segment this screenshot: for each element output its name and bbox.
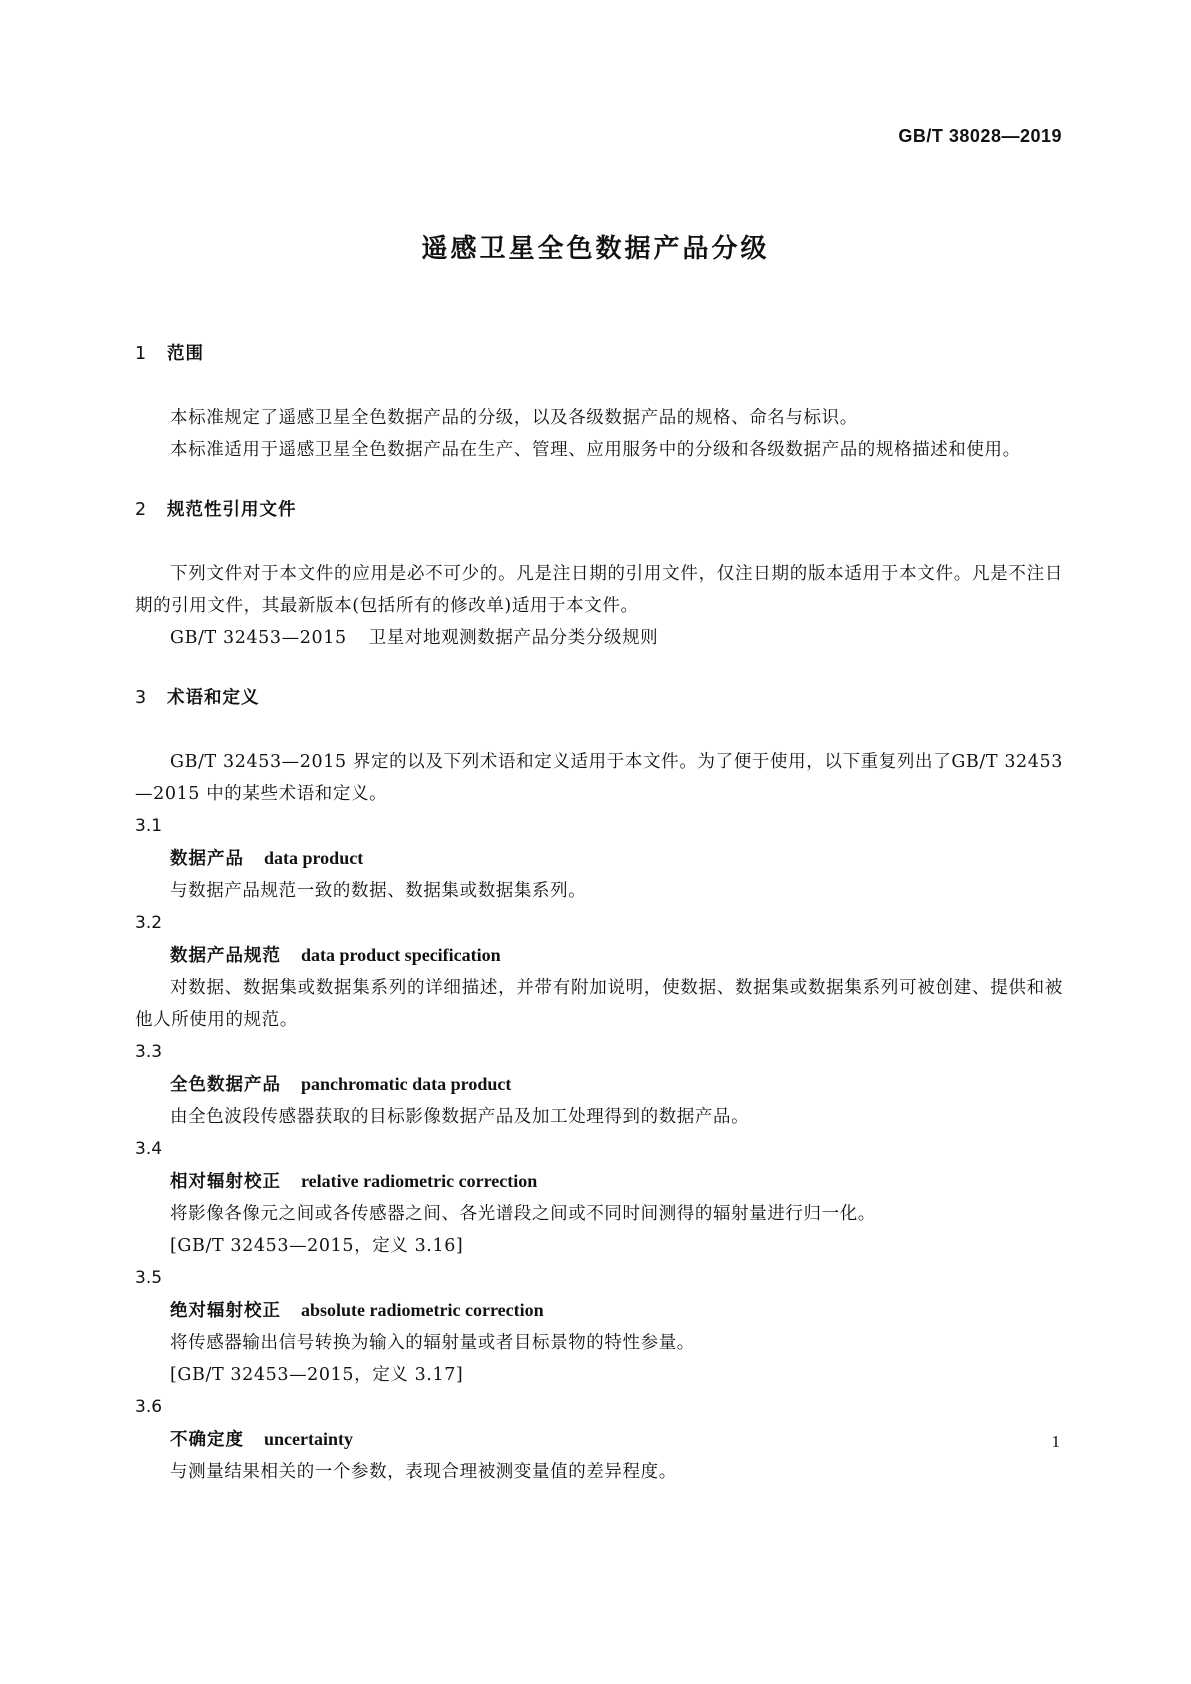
- term-number: 3.2: [135, 913, 163, 933]
- section-heading-terms-definitions: [135, 682, 1063, 714]
- term-entry: [135, 1423, 1063, 1456]
- term-english: data product specification: [301, 945, 501, 965]
- document-body: [135, 338, 1063, 1488]
- term-chinese: 相对辐射校正: [170, 1172, 281, 1192]
- term-definition: 与测量结果相关的一个参数，表现合理被测变量值的差异程度。: [170, 1462, 677, 1482]
- reference-entry: [135, 622, 1063, 654]
- term-number: 3.3: [135, 1042, 163, 1062]
- term-number: 3.4: [135, 1139, 163, 1159]
- term-source: [GB/T 32453—2015，定义 3.17]: [170, 1365, 464, 1385]
- section-heading-scope: [135, 338, 1063, 370]
- term-source: [GB/T 32453—2015，定义 3.16]: [170, 1236, 464, 1256]
- term-english: relative radiometric correction: [301, 1171, 538, 1191]
- term-english: uncertainty: [264, 1429, 353, 1449]
- term-chinese: 数据产品规范: [170, 946, 281, 966]
- page-number: 1: [1051, 1432, 1060, 1451]
- section-title: 范围: [167, 344, 204, 364]
- section-number: 1: [135, 344, 147, 364]
- term-english: data product: [264, 848, 364, 868]
- term-definition: 对数据、数据集或数据集系列的详细描述，并带有附加说明，使数据、数据集或数据集系列可被创建、提供和被他人所使用的规范。: [135, 978, 1063, 1030]
- term-entry: [135, 1165, 1063, 1198]
- section-number: 3: [135, 688, 147, 708]
- paragraph: GB/T 32453—2015 界定的以及下列术语和定义适用于本文件。为了便于使用，以下重复列出了GB/T 32453—2015 中的某些术语和定义。: [135, 752, 1063, 804]
- paragraph: 下列文件对于本文件的应用是必不可少的。凡是注日期的引用文件，仅注日期的版本适用于本文件。凡是不注日期的引用文件，其最新版本(包括所有的修改单)适用于本文件。: [135, 564, 1063, 616]
- term-english: absolute radiometric correction: [301, 1300, 544, 1320]
- term-entry: [135, 842, 1063, 875]
- term-chinese: 绝对辐射校正: [170, 1301, 281, 1321]
- term-chinese: 全色数据产品: [170, 1075, 281, 1095]
- paragraph: 本标准规定了遥感卫星全色数据产品的分级，以及各级数据产品的规格、命名与标识。: [170, 408, 858, 428]
- reference-title: 卫星对地观测数据产品分类分级规则: [368, 628, 659, 648]
- document-title: 遥感卫星全色数据产品分级: [421, 234, 770, 264]
- term-number: 3.1: [135, 816, 163, 836]
- term-entry: [135, 1068, 1063, 1101]
- term-chinese: 数据产品: [170, 849, 244, 869]
- term-entry: [135, 939, 1063, 972]
- term-chinese: 不确定度: [170, 1430, 244, 1450]
- term-number: 3.6: [135, 1397, 163, 1417]
- term-entry: [135, 1294, 1063, 1327]
- section-number: 2: [135, 500, 147, 520]
- paragraph: 本标准适用于遥感卫星全色数据产品在生产、管理、应用服务中的分级和各级数据产品的规格描述和使用。: [170, 440, 1021, 460]
- term-definition: 将传感器输出信号转换为输入的辐射量或者目标景物的特性参量。: [170, 1333, 695, 1353]
- reference-code: GB/T 32453—2015: [170, 628, 347, 648]
- standard-number: GB/T 38028—2019: [898, 126, 1062, 146]
- section-title: 规范性引用文件: [167, 500, 297, 520]
- term-definition: 与数据产品规范一致的数据、数据集或数据集系列。: [170, 881, 587, 901]
- term-definition: 由全色波段传感器获取的目标影像数据产品及加工处理得到的数据产品。: [170, 1107, 750, 1127]
- term-number: 3.5: [135, 1268, 163, 1288]
- term-english: panchromatic data product: [301, 1074, 512, 1094]
- section-title: 术语和定义: [167, 688, 260, 708]
- section-heading-normative-references: [135, 494, 1063, 526]
- term-definition: 将影像各像元之间或各传感器之间、各光谱段之间或不同时间测得的辐射量进行归一化。: [170, 1204, 876, 1224]
